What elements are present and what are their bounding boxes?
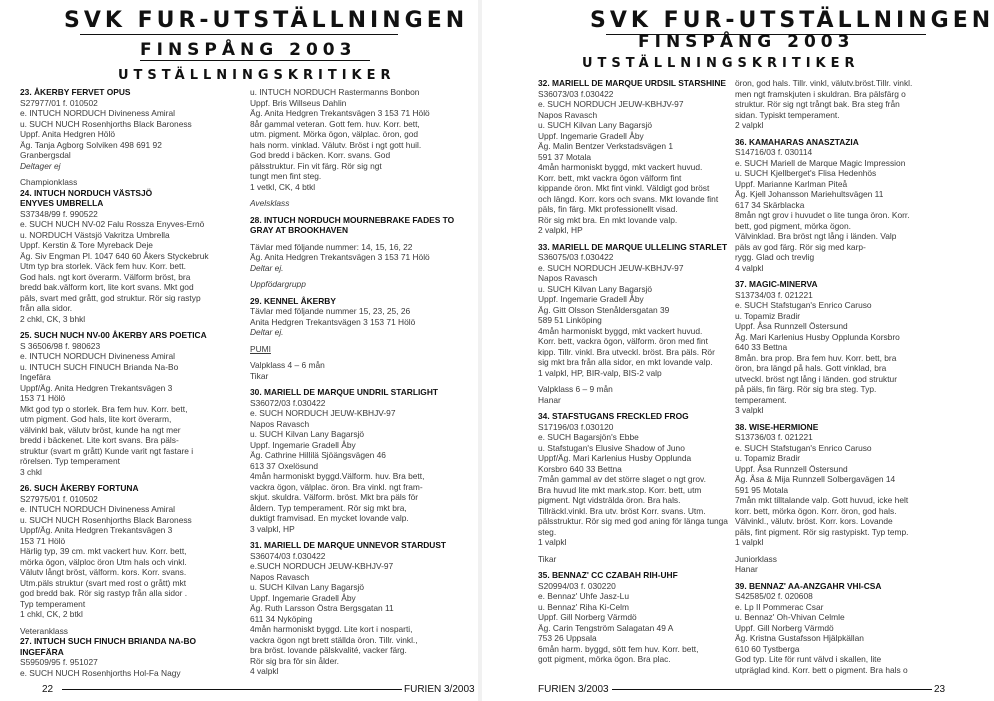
text-line: e. INTUCH NORDUCH Divineness Amiral	[20, 504, 175, 514]
text-line: u. INTUCH SUCH FINUCH Brianda Na-Bo	[20, 361, 179, 372]
text-line: e. SUCH Stafstugan's Enrico Caruso	[735, 442, 872, 453]
entry-heading: 33. MARIELL DE MARQUE ULLELING STARLET	[538, 241, 728, 252]
text-line: åldern. Typ temperament. Rör sig mkt bra,	[250, 502, 407, 513]
text-line: 3 chkl	[20, 466, 42, 477]
text-line: pigment. Ngt vidsträlda öron. Bra hals.	[538, 495, 681, 505]
text-line: PUMI	[250, 343, 271, 354]
text-line: 753 26 Uppsala	[538, 633, 597, 643]
text-line: u. SUCH Kilvan Lany Bagarsjö	[538, 120, 653, 130]
text-line: steg.	[538, 526, 557, 537]
text-line: God hals. ngt kort överarm. Välform bröst, bra	[20, 271, 191, 282]
entry-heading: 27. INTUCH SUCH FINUCH BRIANDA NA-BO	[20, 636, 197, 646]
text-line: Napos Ravasch	[250, 418, 310, 429]
text-line: vackra ögon ngt brett ställda öron. Tillr. vinkl.,	[250, 634, 418, 645]
text-line: 4mån harmoniskt byggd, mkt vackert huvud.	[538, 162, 703, 172]
text-line: 1 vetkl, CK, 4 btkl	[250, 181, 316, 192]
text-line: 7mån gammal av det större slaget o ngt grov.	[538, 474, 706, 484]
text-line: u. SUCH Kilvan Lany Bagarsjö	[538, 283, 653, 294]
text-line: Äg. Gitt Olsson Stenåldersgatan 39	[538, 304, 670, 315]
text-line: 8år gammal veteran. Gott fem. huv. Korr. bett,	[250, 118, 420, 129]
text-line: bredd bak.välform kort, lite kort svans. Mkt god	[20, 282, 194, 292]
entry-heading: 35. BENNAZ' CC CZABAH RIH-UHF	[538, 570, 678, 580]
text-line: Uppf/Äg. Mari Karlenius Husby Opplunda	[538, 453, 692, 463]
text-line: Korsbro 640 33 Bettna	[538, 463, 622, 474]
text-line: 613 37 Oxelösund	[250, 460, 318, 471]
text-line: Äg. Anita Hedgren Trekantsvägen 3 153 71 Hölö	[250, 252, 430, 262]
text-line: e. SUCH NORDUCH JEUW-KBHJV-97	[538, 262, 684, 273]
text-line: Rör sig mkt bra. En mkt lovande valp.	[538, 214, 678, 225]
text-line: Rör sig bra för sin ålder.	[250, 655, 339, 666]
text-line: u. SUCH Kilvan Lany Bagarsjö	[250, 429, 365, 439]
text-line: Typ temperament	[20, 598, 86, 609]
text-line: Välvinklad. Bra bröst ngt lång i länden. Valp	[735, 231, 897, 241]
text-line: Härlig typ, 39 cm. mkt vackert huv. Korr. bett,	[20, 546, 187, 556]
text-line: Äg. Tanja Agborg Solviken 498 691 92	[20, 139, 162, 150]
text-line: Uppf/Äg. Anita Hedgren Trekantsvägen 3	[20, 525, 173, 535]
text-line: Veteranklass	[20, 625, 68, 636]
text-line: Mkt god typ o storlek. Bra fem huv. Korr. bett,	[20, 403, 188, 414]
text-line: Äg. Ruth Larsson Östra Bergsgatan 11	[250, 603, 394, 613]
text-line: 7mån mkt tilltalande valp. Gott huvud, icke helt	[735, 495, 909, 505]
text-line: Hanar	[538, 394, 561, 405]
header-rule	[80, 34, 398, 35]
text-line: Avelsklass	[250, 198, 290, 208]
text-line: u. NORDUCH Västsjö Vakritza Umbrella	[20, 229, 170, 240]
text-line: S42585/02 f. 020608	[735, 591, 813, 601]
text-line: u. SUCH NUCH Rosenhjorths Black Baroness	[20, 118, 192, 129]
text-line: 2 valpkl, HP	[538, 225, 583, 235]
entry-heading: 38. WISE-HERMIONE	[735, 421, 819, 432]
entry-heading: 34. STAFSTUGANS FRECKLED FROG	[538, 411, 689, 421]
text-line: Äg. Anita Hedgren Trekantsvägen 3 153 71 Hölö	[250, 108, 430, 118]
text-line: Äg. Mari Karlenius Husby Opplunda Korsbro	[735, 331, 900, 342]
right-column-1	[538, 78, 728, 664]
text-line: Äg. Kjell Johansson Mariehultsvägen 11	[735, 189, 884, 199]
text-line: S13734/03 f. 021221	[735, 289, 813, 300]
text-line: 1 valpkl, HP, BIR-valp, BIS-2 valp	[538, 367, 662, 378]
text-line: S27977/01 f. 010502	[20, 97, 98, 108]
text-line: 617 34 Skärblacka	[735, 199, 805, 210]
text-line: och längd. Korr. kors och svans. Mkt lovande fint	[538, 193, 719, 204]
text-line: Tävlar med följande nummer 15, 23, 25, 26	[250, 306, 411, 316]
text-line: hals norm. vinklad. Välutv. Bröst i ngt gott huil.	[250, 139, 422, 150]
text-line: S17196/03 f.030120	[538, 421, 614, 432]
text-line: God bredd i bäcken. Korr. svans. God	[250, 150, 391, 160]
text-line: Äg. Carin Tengström Salagatan 49 A	[538, 622, 674, 633]
text-line: skjut. skuldra. Välform. bröst. Mkt bra päls för	[250, 492, 419, 502]
entry-heading: 32. MARIELL DE MARQUE URDSIL STARSHINE	[538, 78, 726, 88]
text-line: struktur (svart m grått) Kunde varit ngt fastare i	[20, 445, 194, 456]
text-line: Deltar ej.	[250, 262, 284, 273]
text-line: Valpklass 6 – 9 mån	[538, 384, 613, 394]
text-line: Uppf. Åsa Runnzell Östersund	[735, 321, 848, 331]
text-line: Tävlar med följande nummer: 14, 15, 16, 22	[250, 241, 413, 252]
text-line: på päls, fin färg. Rör sig bra steg. Typ.	[735, 384, 877, 394]
text-line: Uppf/Äg. Anita Hedgren Trekantsvägen 3	[20, 382, 173, 393]
text-line: Uppfödargrupp	[250, 279, 306, 289]
footer-text-left: FURIEN 3/2003	[404, 684, 475, 695]
text-line: S36074/03 f.030422	[250, 550, 326, 561]
text-line: korr. bett, mörka ögon. Korr. öron, god hals.	[735, 505, 897, 516]
left-column-1	[20, 87, 232, 678]
text-line: e. INTUCH NORDUCH Divineness Amiral	[20, 108, 175, 118]
text-line: u. INTUCH NORDUCH Rastermanns Bonbon	[250, 87, 420, 97]
text-line: sig mkt bra från alla sidor, en mkt lovande valp.	[538, 357, 713, 367]
text-line: Äg. Malin Bentzer Verkstadsvägen 1	[538, 141, 674, 151]
text-line: bredd i bäckenet. Lite kort svans. Bra päls-	[20, 435, 179, 445]
entry-heading: 37. MAGIC-MINERVA	[735, 279, 818, 289]
text-line: Valpklass 4 – 6 mån	[250, 360, 325, 370]
text-line: 4 valpkl	[250, 666, 279, 676]
text-line: e. SUCH Stafstugan's Enrico Caruso	[735, 300, 872, 310]
text-line: utm pigment. God hals, lite kort överarm,	[20, 414, 172, 424]
entry-heading: 28. INTUCH NORDUCH MOURNEBRAKE FADES TO	[250, 214, 455, 225]
text-line: S 36506/98 f. 980623	[20, 340, 101, 351]
text-line: Uppf. Gill Norberg Värmdö	[735, 622, 834, 633]
text-line: päls, svart med grått, god struktur. Rör sig rastyp	[20, 292, 201, 303]
right-column-2	[735, 78, 953, 675]
text-line: Utm typ bra storlek. Väck fem huv. Korr. bett.	[20, 261, 187, 271]
text-line: duktigt framvisad. En mycket lovande valp.	[250, 513, 409, 523]
text-line: rygg. Glad och trevlig	[735, 252, 815, 262]
text-line: Granbergsdal	[20, 150, 71, 160]
text-line: u. Stafstugan's Elusive Shadow of Juno	[538, 442, 685, 453]
header-title-right: SVK FUR-UTSTÄLLNINGEN	[590, 8, 994, 33]
text-line: kipp. Tillr. vinkl. Bra utveckl. bröst. Bra päls. Rör	[538, 346, 715, 357]
text-line: e. SUCH NORDUCH JEUW-KBHJV-97	[250, 408, 396, 418]
text-line: 611 34 Nyköping	[250, 613, 313, 624]
text-line: Tikar	[538, 553, 557, 564]
text-line: Deltager ej	[20, 160, 61, 171]
entry-heading: 26. SUCH ÅKERBY FORTUNA	[20, 483, 139, 493]
text-line: 1 valpkl	[735, 537, 764, 547]
text-line: Ingefära	[20, 372, 51, 382]
text-line: e. SUCH NUCH Rosenhjorths Hol-Fa Nagy	[20, 667, 181, 678]
text-line: från alla sidor.	[20, 303, 73, 313]
text-line: Championklass	[20, 177, 78, 187]
text-line: pälsstruktur. Fin vit färg. Rör sig ngt	[250, 160, 382, 171]
page-number-left: 22	[42, 684, 54, 695]
header-subtitle: FINSPÅNG 2003	[140, 40, 357, 60]
text-line: Juniorklass	[735, 553, 777, 564]
text-line: u. Bennaz' Riha Ki-Celm	[538, 601, 629, 612]
text-line: god bredd bak. Rör sig rastyp från alla sidor .	[20, 588, 188, 598]
text-line: S27975/01 f. 010502	[20, 493, 98, 504]
entry-heading: 25. SUCH NUCH NV-00 ÅKERBY ARS POETICA	[20, 330, 207, 340]
text-line: 4mån harmoniskt byggd.Välform. huv. Bra bett,	[250, 471, 425, 481]
text-line: 8mån ngt grov i huvudet o lite tunga öron. Korr.	[735, 210, 910, 220]
text-line: Utm.päls struktur (svart med rost o grått) mkt	[20, 577, 187, 588]
text-line: e. SUCH NUCH NV-02 Falu Rossza Enyves-Ernö	[20, 219, 205, 229]
text-line: utm. pigment. Mörka ögon, välplac. öron, god	[250, 129, 419, 139]
text-line: välvinkl bak, välutv bröst, kunde ha ngt mer	[20, 424, 181, 435]
text-line: Bra huvud lite mkt mark.stop. Korr. bett, utm	[538, 484, 702, 495]
text-line: päls, fin färg. Mkt professionellt visad.	[538, 204, 678, 214]
text-line: e. SUCH Mariell de Marque Magic Impression	[735, 157, 906, 168]
text-line: Uppf. Marianne Karlman Piteå	[735, 178, 848, 189]
text-line: S36075/03 f.030422	[538, 252, 614, 262]
text-line: Napos Ravasch	[250, 571, 310, 582]
footer-rule-right	[612, 689, 932, 690]
text-line: 1 valpkl	[538, 537, 567, 547]
text-line: tungt men fint steg.	[250, 171, 322, 181]
text-line: Tillräckl.vinkl. Bra utv. bröst Korr. svans. Utm.	[538, 505, 706, 516]
text-line: Uppf. Bris Willseus Dahlin	[250, 97, 347, 108]
text-line: 153 71 Hölö	[20, 393, 66, 403]
text-line: S36073/03 f.030422	[538, 88, 614, 99]
text-line: pälsstruktur. Rör sig med god aning för länga tunga	[538, 516, 728, 526]
entry-heading: 30. MARIELL DE MARQUE UNDRIL STARLIGHT	[250, 387, 438, 397]
text-line: God typ. Lite för runt välvd i skallen, lite	[735, 654, 882, 664]
text-line: temperament.	[735, 394, 787, 405]
text-line: 2 valpkl	[735, 120, 764, 130]
text-line: Uppf. Ingemarie Gradell Åby	[250, 439, 356, 450]
text-line: e. INTUCH NORDUCH Divineness Amiral	[20, 351, 175, 361]
text-line: u. SUCH Kjellberget's Flisa Hedenhös	[735, 168, 877, 178]
text-line: Deltar ej.	[250, 327, 284, 337]
text-line: 3 valpkl, HP	[250, 523, 295, 534]
header-subtitle-right: FINSPÅNG 2003	[638, 32, 855, 52]
text-line: mörka ögon, välploc öron Utm hals och vinkl.	[20, 556, 187, 567]
right-page	[482, 0, 994, 701]
text-line: päls, fint pigment. Rör sig rastypiskt. Typ temp.	[735, 526, 909, 537]
text-line: 6mån harm. byggd, sött fem huv. Korr. bett,	[538, 643, 699, 654]
text-line: 591 37 Motala	[538, 151, 592, 162]
text-line: öron, bra längd på hals. Gott vinklad, bra	[735, 363, 887, 373]
text-line: Napos Ravasch	[538, 273, 598, 283]
text-line: u. Topamiz Bradir	[735, 453, 801, 463]
text-line: e. Bennaz' Uhfe Jasz-Lu	[538, 591, 629, 601]
text-line: Uppf. Ingemarie Gradell Åby	[250, 592, 356, 603]
entry-heading: 39. BENNAZ' AA-ANZGAHR VHI-CSA	[735, 580, 882, 591]
text-line: Uppf. Anita Hedgren Hölö	[20, 129, 115, 139]
text-line: rörelsen. Typ temperament	[20, 456, 120, 466]
text-line: Uppf. Åsa Runnzell Östersund	[735, 463, 848, 474]
text-line: 4 valpkl	[735, 262, 764, 273]
entry-heading: 29. KENNEL ÅKERBY	[250, 295, 336, 306]
text-line: u. SUCH NUCH Rosenhjorths Black Baroness	[20, 514, 192, 525]
text-line: utpräglad kind. Korr. bett o pigment. Bra hals o	[735, 664, 908, 675]
text-line: 610 60 Tystberga	[735, 643, 800, 654]
left-page	[0, 0, 478, 701]
text-line: S59509/95 f. 951027	[20, 657, 98, 667]
text-line: Välutv långt bröst, välform. kors. Korr. svans.	[20, 567, 187, 577]
text-line: e. SUCH NORDUCH JEUW-KBHJV-97	[538, 99, 684, 109]
text-line: Äg. Siv Engman Pl. 1047 640 60 Åkers Styckebruk	[20, 250, 209, 261]
text-line: 640 33 Bettna	[735, 342, 788, 352]
text-line: bett, god pigment, mörka ögon.	[735, 220, 851, 231]
text-line: S37348/99 f. 990522	[20, 208, 98, 219]
text-line: Uppf. Ingemarie Gradell Åby	[538, 294, 644, 304]
text-line: Uppf. Kerstin & Tore Myreback Deje	[20, 240, 153, 250]
entry-heading: ENYVES UMBRELLA	[20, 198, 104, 208]
subtitle-rule	[140, 60, 370, 61]
text-line: Korr. bett, vackra ögon, välform. öron med fint	[538, 336, 708, 346]
text-line: e. Lp II Pommerac Csar	[735, 601, 824, 612]
text-line: Hanar	[735, 564, 758, 574]
header-title: SVK FUR-UTSTÄLLNINGEN	[64, 8, 469, 33]
left-column-2	[250, 87, 470, 676]
text-line: S13736/03 f. 021221	[735, 432, 813, 442]
text-line: men ngt framskjuten i skuldran. Bra pälsfärg o	[735, 88, 906, 99]
text-line: Välvinkl., välutv. bröst. Korr. kors. Lovande	[735, 516, 893, 526]
text-line: 4mån harmoniskt byggd, mkt vackert huvud.	[538, 325, 703, 336]
entry-heading: GRAY AT BROOKHAVEN	[250, 225, 349, 235]
section-title-right: UTSTÄLLNINGSKRITIKER	[582, 56, 860, 71]
text-line: u. SUCH Kilvan Lany Bagarsjö	[250, 582, 365, 592]
text-line: utveckl. bröst ngt lång i länden. god struktur	[735, 373, 898, 384]
text-line: S36072/03 f.030422	[250, 397, 326, 408]
text-line: Äg. Kristna Gustafsson Hjälpkällan	[735, 633, 864, 643]
text-line: S20994/03 f. 030220	[538, 580, 616, 591]
footer-text-right: FURIEN 3/2003	[538, 684, 609, 695]
text-line: sidan. Typiskt temperament.	[735, 109, 840, 120]
text-line: e. SUCH Bagarsjön's Ebbe	[538, 432, 639, 442]
footer-rule-left	[62, 689, 402, 690]
text-line: Napos Ravasch	[538, 109, 598, 120]
text-line: Uppf. Ingemarie Gradell Åby	[538, 130, 644, 141]
text-line: Korr. bett, mkt vackra ögon välform fint	[538, 172, 682, 183]
entry-heading: INGEFÄRA	[20, 646, 64, 657]
text-line: Äg. Åsa & Mija Runnzell Solbergavägen 14	[735, 474, 896, 484]
text-line: 4mån harmoniskt byggd. Lite kort i nosparti,	[250, 624, 413, 634]
text-line: 591 95 Motala	[735, 484, 789, 495]
text-line: e.SUCH NORDUCH JEUW-KBHJV-97	[250, 561, 394, 571]
text-line: S14716/03 f. 030114	[735, 147, 813, 157]
text-line: öron, god hals. Tillr. vinkl, välutv.bröst.Tillr. vinkl.	[735, 78, 913, 88]
text-line: 2 chkl, CK, 3 bhkl	[20, 313, 86, 324]
entry-heading: 24. INTUCH NORDUCH VÄSTSJÖ	[20, 187, 153, 198]
text-line: kippande öron. Mkt fint vinkl. Väldigt god bröst	[538, 183, 710, 193]
text-line: gott pigment, mörka ögon. Bra plac.	[538, 654, 671, 664]
text-line: Tikar	[250, 370, 269, 381]
text-line: Uppf. Gill Norberg Värmdö	[538, 612, 637, 622]
entry-heading: 36. KAMAHARAS ANASZTAZIA	[735, 136, 859, 147]
text-line: 153 71 Hölö	[20, 535, 66, 546]
page-number-right: 23	[934, 684, 946, 695]
text-line: 1 chkl, CK, 2 btkl	[20, 609, 83, 619]
text-line: 3 valpkl	[735, 405, 764, 415]
text-line: u. Bennaz' Oh-Vhivan Celmle	[735, 612, 845, 622]
text-line: Äg. Cathrine Hillilä Sjöängsvägen 46	[250, 450, 386, 460]
section-title: UTSTÄLLNINGSKRITIKER	[118, 68, 396, 83]
text-line: vackra ögon, välplac. öron. Bra vinkl. ngt fram-	[250, 481, 423, 492]
text-line: bra bröst. lovande pälskvalité, vacker färg.	[250, 645, 407, 655]
entry-heading: 31. MARIELL DE MARQUE UNNEVOR STARDUST	[250, 540, 447, 550]
text-line: 589 51 Linköping	[538, 315, 602, 325]
text-line: päls av god färg. Rör sig med karp-	[735, 241, 866, 252]
text-line: Anita Hedgren Trekantsvägen 3 153 71 Hölö	[250, 316, 416, 327]
text-line: struktur. Rör sig ngt trångt bak. Bra steg från	[735, 99, 900, 109]
text-line: 8mån. bra prop. Bra fem huv. Korr. bett, bra	[735, 352, 897, 363]
entry-heading: 23. ÅKERBY FERVET OPUS	[20, 87, 131, 97]
text-line: u. Topamiz Bradir	[735, 310, 801, 321]
